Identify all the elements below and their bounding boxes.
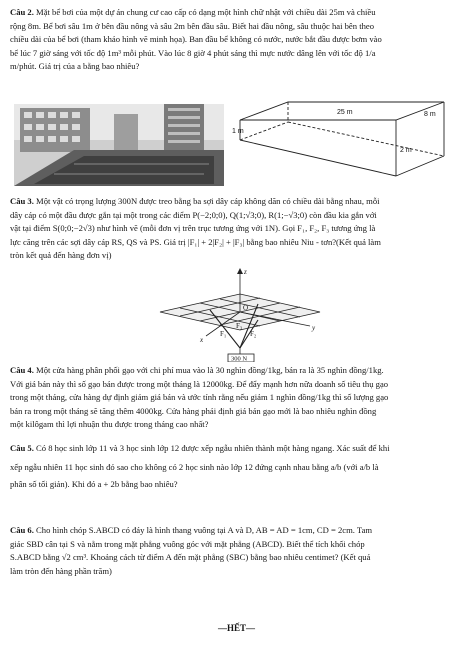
q6-label: Câu 6. <box>10 525 34 535</box>
q6-line-3: S.ABCD bằng √2 cm³. Khoảng cách từ điểm A đến mặt phẳng (SBC) bằng bao nhiêu centimet? (Kết quả <box>10 552 371 563</box>
q4-label: Câu 4. <box>10 365 34 375</box>
q3-line-2: dây cáp có một đầu được gắn tại một trong các điểm P(−2;0;0), Q(1;√3;0), R(1;−√3;0) còn đầu kia gắn với <box>10 209 377 220</box>
f2-label: F₂ <box>250 330 257 338</box>
q4-line-4: bán ra trong một tháng sẽ tăng thêm 4000kg. Cửa hàng phải định giá bán gạo mới là bao nhiêu nghìn đồng <box>10 405 377 416</box>
question-2 <box>10 6 465 74</box>
question-6 <box>10 524 465 578</box>
origin-label: O <box>243 304 249 312</box>
q2-line-1: Câu 2. Mặt bể bơi của một dự án chung cư cao cấp có dạng một hình chữ nhật với chiều dài 25m và chiều <box>10 7 376 17</box>
q3-label: Câu 3. <box>10 196 34 206</box>
q3-line-1: Câu 3. Một vật có trọng lượng 300N được treo bằng ba sợi dây cáp không dãn có chiều dài bằng nhau, mỗi <box>10 196 380 206</box>
f3-label: F₃ <box>236 322 243 330</box>
q3-line-4: lực căng trên các sợi dây cáp RS, QS và PS. Giá trị |F₁| + 2|F₂| + |F₃| bằng bao nhiêu Niu - tơn?(Kết quả làm <box>10 236 381 247</box>
q4-line-3: trong một tháng, cửa hàng dự định giảm giá bán và ước tính rằng nếu giảm 1 nghìn đồng/1kg thì số lượng gạo <box>10 392 389 403</box>
weight-label: 300 N <box>231 355 248 362</box>
q2-line-4: bể lúc 7 giờ sáng với tốc độ 1m³ mỗi phút. Vào lúc 8 giờ 4 phút sáng thì mực nước dâng lên với tốc độ 1/a <box>10 47 376 58</box>
q2-line-3: chiều dài của bể bơi (tham khảo hình vẽ minh họa). Ban đầu bể không có nước, nước bắt đầu được bơm vào <box>10 34 382 45</box>
question-5 <box>10 442 465 491</box>
question-3 <box>10 195 465 263</box>
q2-line-2: rộng 8m. Bể bơi sâu 1m ở bên đầu nông và sâu 2m bên đầu sâu. Biết hai đầu nông, sâu thuộc hai bên theo <box>10 20 374 31</box>
x-axis-label: x <box>200 336 204 344</box>
f1-label: F₁ <box>220 330 227 338</box>
z-axis-label: z <box>244 268 247 276</box>
q6-line-1: Câu 6. Cho hình chóp S.ABCD có đáy là hình thang vuông tại A và D, AB = AD = 1cm, CD = 2cm. Tam <box>10 525 373 535</box>
q5-line-1: Câu 5. Có 8 học sinh lớp 11 và 3 học sinh lớp 12 được xếp ngẫu nhiên thành một hàng ngang. Xác suất để khi <box>10 443 390 453</box>
question-4 <box>10 364 465 432</box>
q5-line-3: phân số tối giản). Khi đó a + 2b bằng bao nhiêu? <box>10 478 178 489</box>
force-diagram <box>140 264 340 362</box>
pool-deep-label: 2 m <box>400 147 412 154</box>
pool-length-label: 25 m <box>337 109 353 116</box>
q3-line-5: tròn kết quả đến hàng đơn vị) <box>10 250 112 261</box>
y-axis-label: y <box>312 324 316 332</box>
q2-line-5: m/phút. Giá trị của a bằng bao nhiêu? <box>10 61 140 72</box>
q4-line-1: Câu 4. Một cửa hàng phân phối gạo với chi phí mua vào là 30 nghìn đồng/1kg, bán ra là 35 nghìn đồng/1kg. <box>10 365 384 375</box>
pool-diagram <box>232 96 460 192</box>
pool-shallow-label: 1 m <box>232 128 244 135</box>
end-mark: —HẾT— <box>217 623 255 633</box>
q5-label: Câu 5. <box>10 443 34 453</box>
q2-label: Câu 2. <box>10 7 34 17</box>
q4-line-2: Với giá bán này thì số gạo bán được trong một tháng là 12000kg. Để đẩy mạnh hơn nữa doanh số tiêu thụ gạo <box>10 378 389 389</box>
pool-width-label: 8 m <box>424 111 436 118</box>
q6-line-4: làm tròn đến hàng phần trăm) <box>10 565 112 576</box>
q5-line-2: xếp ngẫu nhiên 11 học sinh đó sao cho không có 2 học sinh nào lớp 12 đứng cạnh nhau bằng a/b (với a/b là <box>10 461 379 472</box>
pool-photo <box>14 104 224 186</box>
q3-line-3: vật tại điểm S(0;0;−2√3) như hình vẽ (mỗi đơn vị trên trục tương ứng với 1N). Gọi F₁, F₂, F₃ tương ứng là <box>10 223 376 234</box>
q6-line-2: giác SBD cân tại S và nằm trong mặt phẳng vuông góc với mặt phẳng (ABCD). Biết thể tích khối chóp <box>10 538 365 549</box>
q4-line-5: một kilôgam thì lợi nhuận thu được trong tháng cao nhất? <box>10 419 209 430</box>
